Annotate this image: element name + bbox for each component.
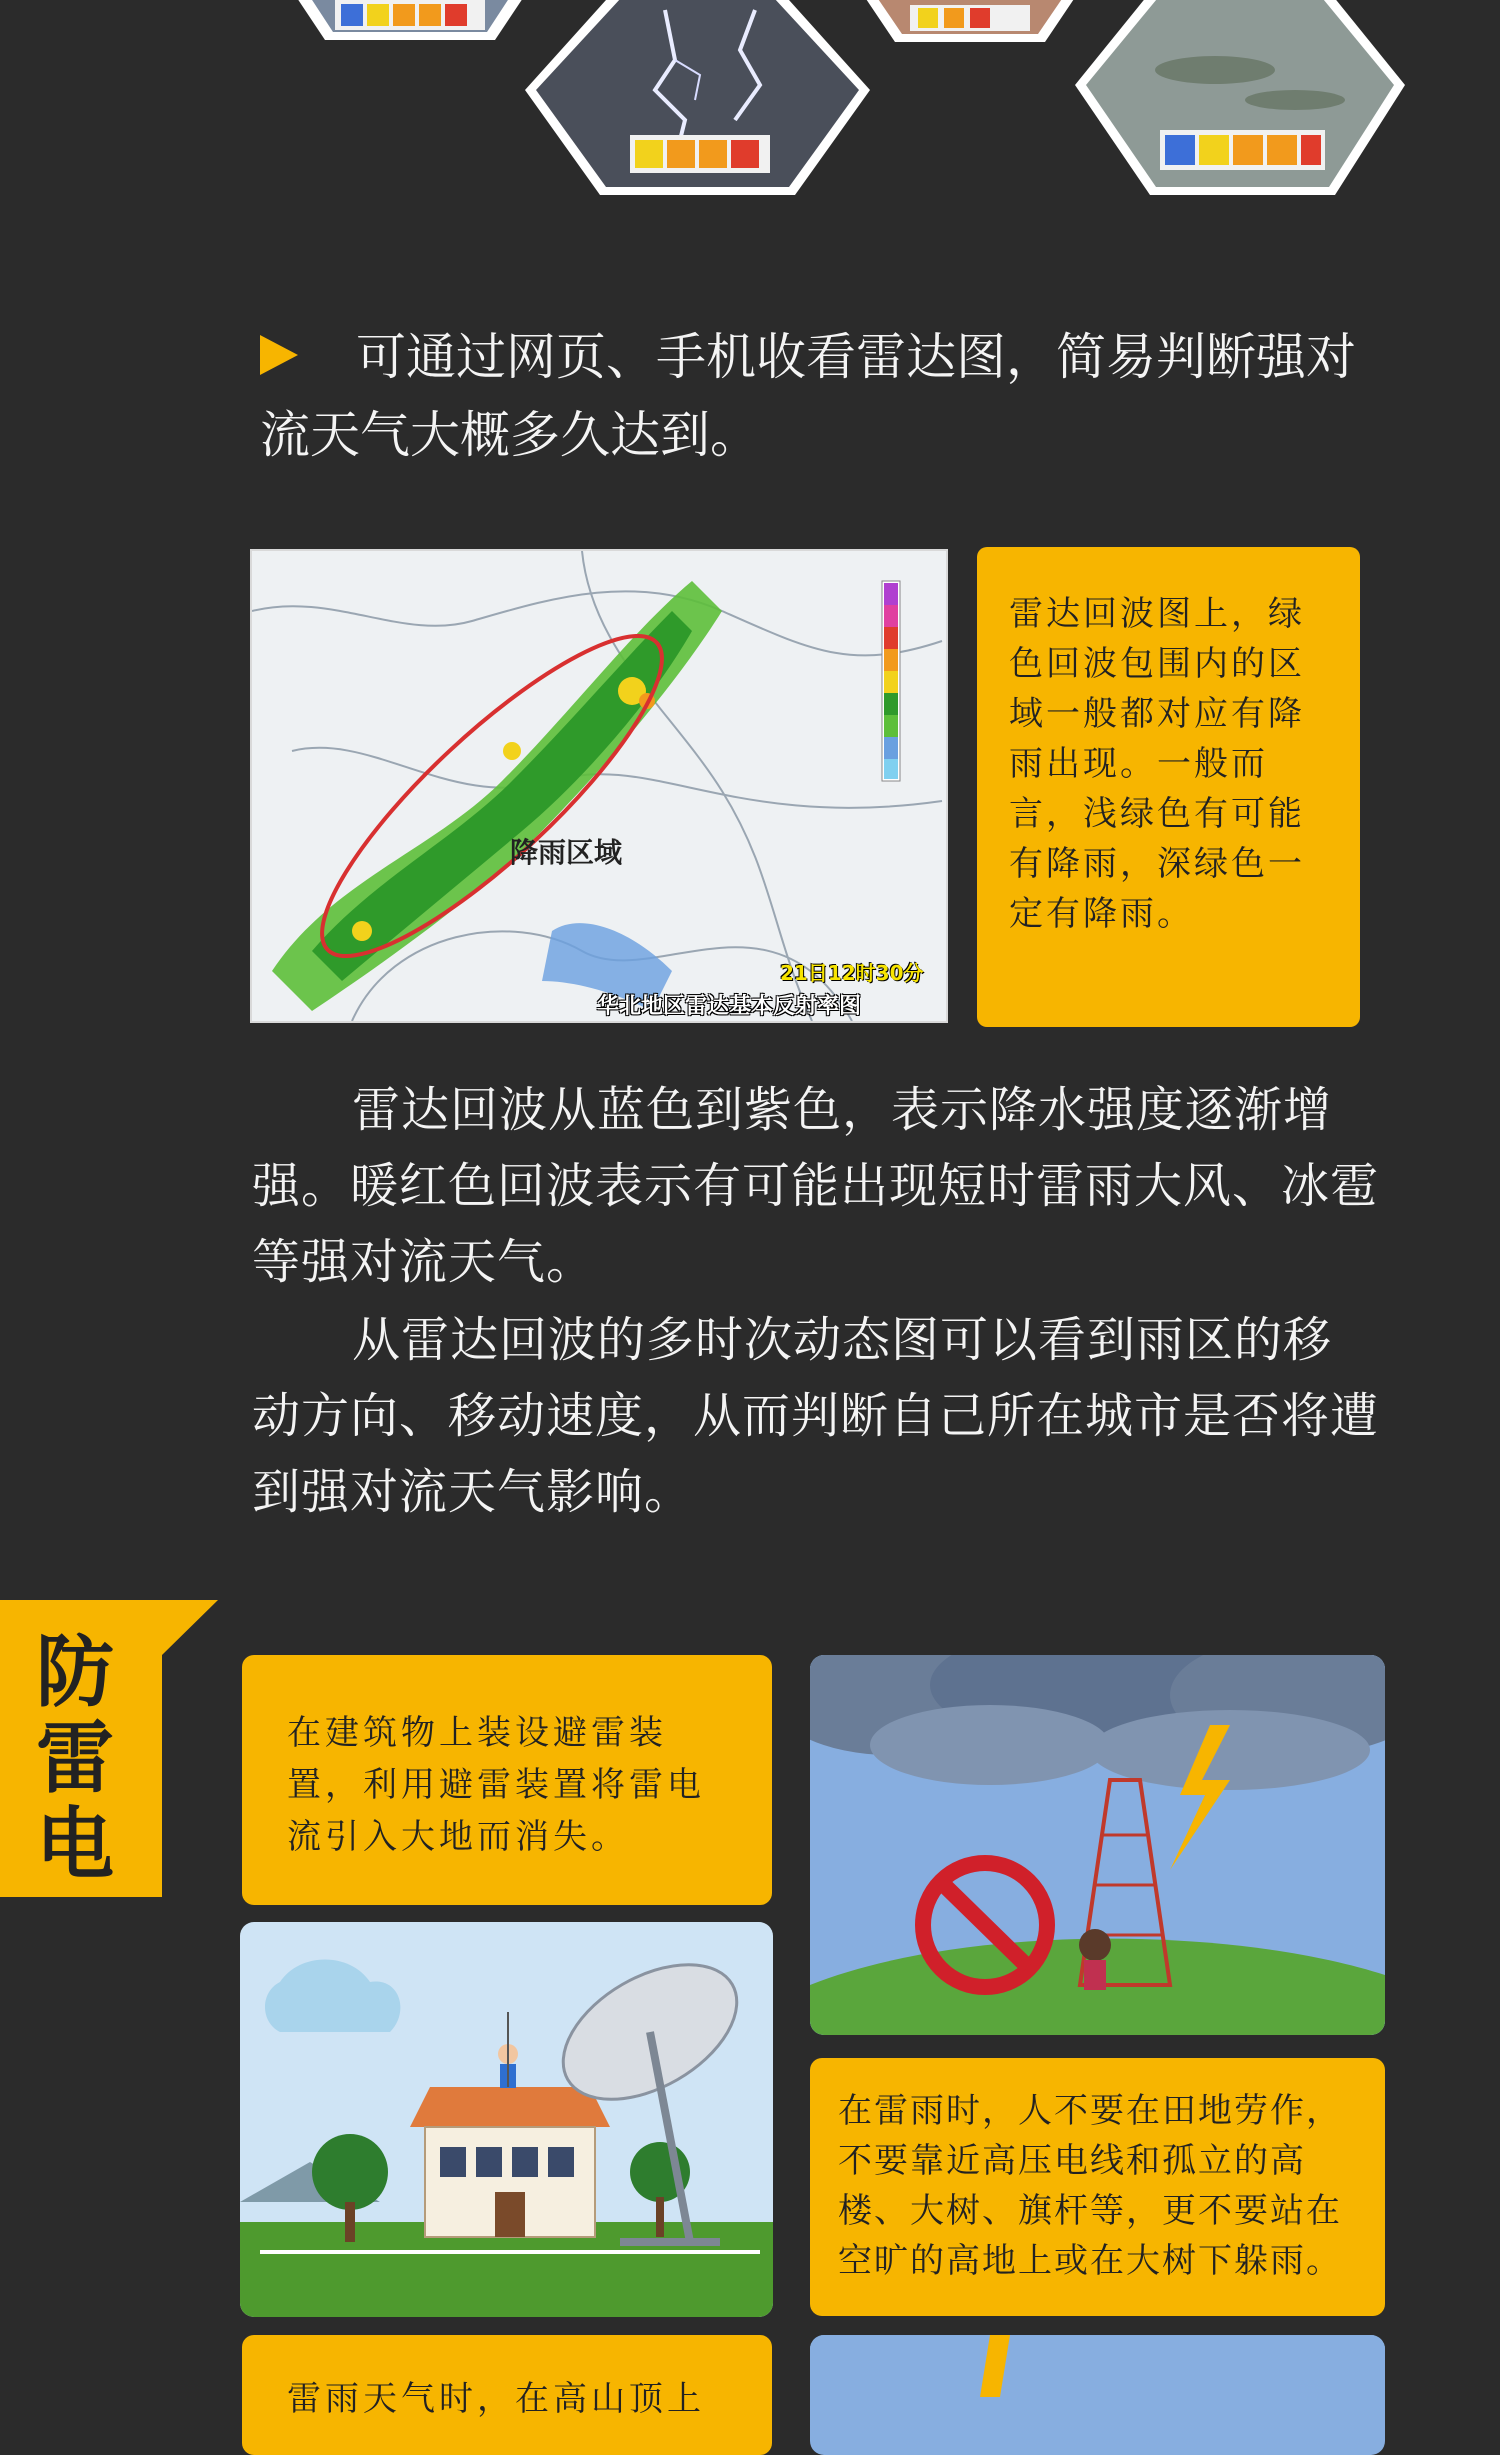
lightning-rod-house-illustration [240,1922,773,2317]
mountain-lightning-illustration [810,2335,1385,2455]
radar-tip-text: 可通过网页、手机收看雷达图，简易判断强对流天气大概多久达到。 [260,328,1356,464]
mountain-safety-text: 雷雨天气时，在高山顶上 [287,2379,705,2419]
flood-hex-image [1075,0,1405,200]
thunderstorm-safety-text: 在雷雨时，人不要在田地劳作，不要靠近高压电线和孤立的高楼、大树、旗杆等，更不要站在空旷的高地上或在大树下躲雨。 [838,2091,1342,2281]
radar-explanation-card [977,547,1360,1027]
section-title-lightning-protection: 防雷电 [36,1627,115,1890]
storm-tower-illustration [810,1655,1385,2035]
radar-color-paragraph: 雷达回波从蓝色到紫色，表示降水强度逐渐增强。暖红色回波表示有可能出现短时雷雨大风、冰雹等强对流天气。 [252,1082,1380,1290]
hexagon-image-row [0,0,1500,250]
lightning-hex-image [525,0,870,200]
thunderstorm-safety-card [810,2058,1385,2316]
hail-hex-image [860,0,1080,50]
mountain-safety-card [242,2335,772,2455]
warning-signs-hex-image [285,0,535,50]
radar-tip-bullet [260,318,1390,474]
radar-reflectivity-map [250,549,948,1023]
map-timestamp: 21日12时30分 [780,961,924,985]
map-caption: 华北地区雷达基本反射率图 [597,994,862,1019]
lightning-rod-tip-card [242,1655,772,1905]
triangle-arrow-icon [260,335,298,375]
radar-motion-paragraph: 从雷达回波的多时次动态图可以看到雨区的移动方向、移动速度，从而判断自己所在城市是否将遭到强对流天气影响。 [252,1312,1380,1520]
lightning-rod-tip-text: 在建筑物上装设避雷装置，利用避雷装置将雷电流引入大地而消失。 [287,1713,705,1857]
rain-area-label: 降雨区域 [510,836,623,869]
radar-explanation-text: 雷达回波图上，绿色回波包围内的区域一般都对应有降雨出现。一般而言，浅绿色有可能有降雨，深绿色一定有降雨。 [1009,594,1305,934]
